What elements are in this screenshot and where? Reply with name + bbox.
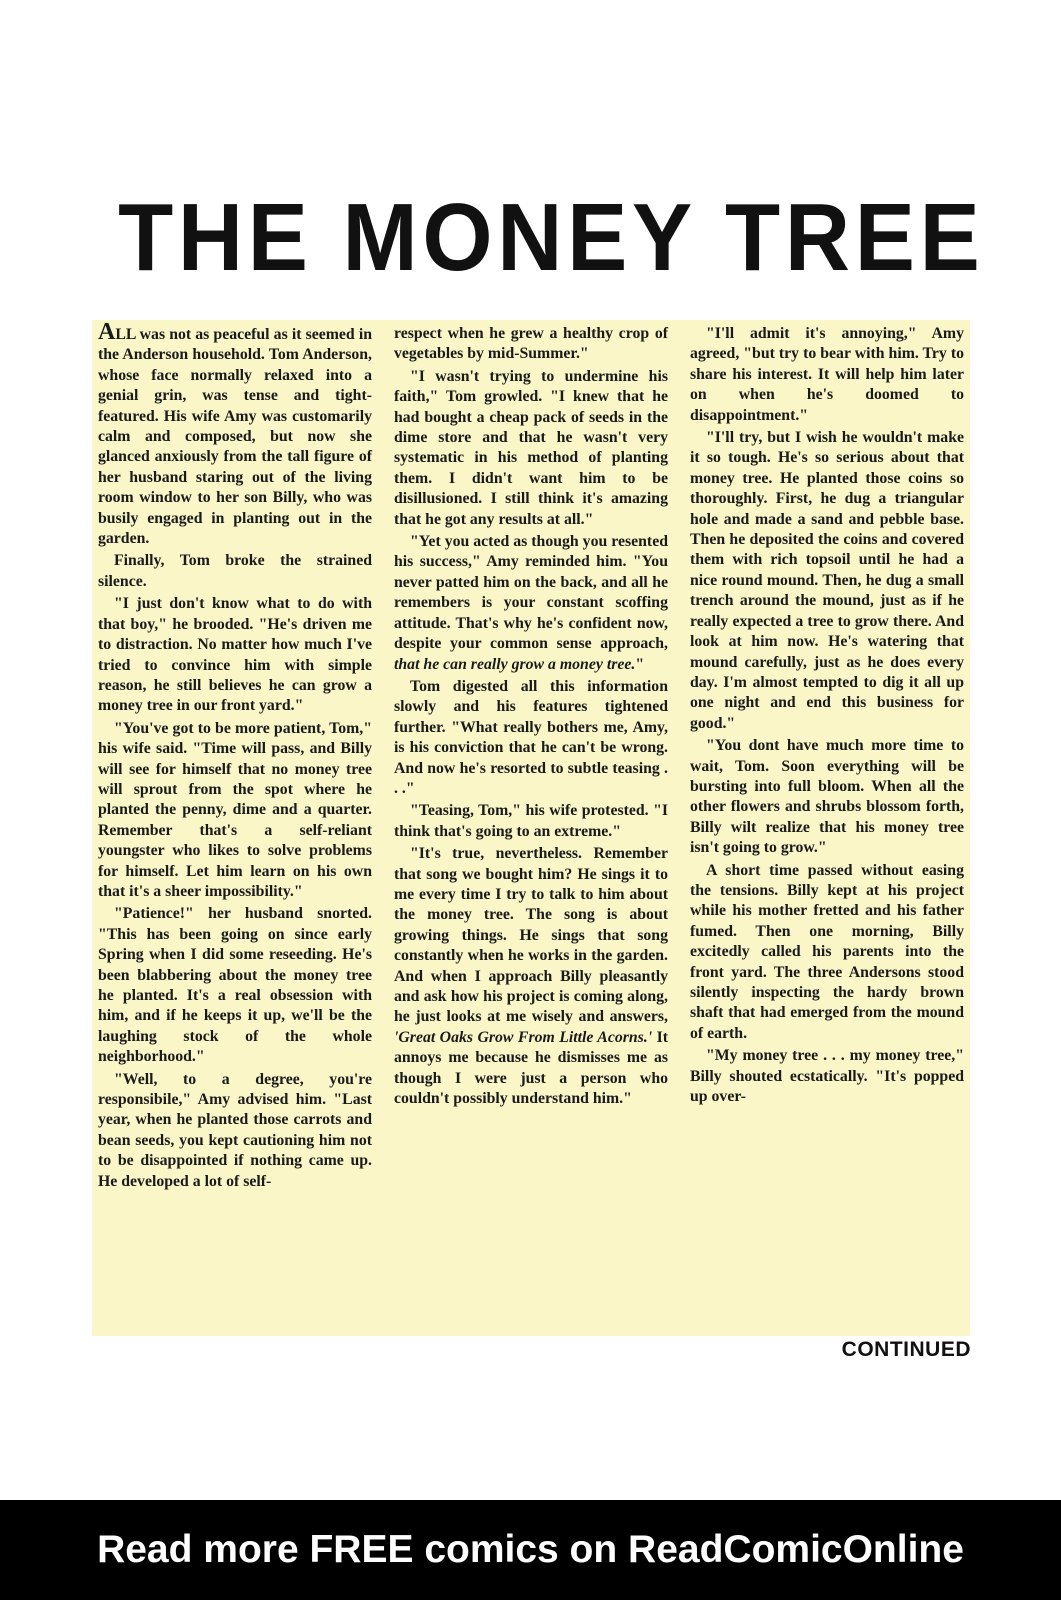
promo-banner-text[interactable]: Read more FREE comics on ReadComicOnline	[97, 1528, 964, 1571]
article-paragraph: "I'll try, but I wish he wouldn't make it so tough. He's so serious about that money tree. He planted those coins so thoroughly. First, he dug a triangular hole and made a sand and pebble base. Then he deposited the coins and covered them with rich topsoil until he had a nice round mound. Then, he dug a small trench around the mound, just as if he really expected a tree to grow there. And look at him now. He's watering that mound carefully, just as he does every day. I'm almost tempted to dig it all up one night and end this business for good."	[690, 429, 964, 732]
paragraph-text: LL was not as peaceful as it seemed in the Anderson household. Tom Anderson, whose face normally relaxed into a genial grin, was tense and tight-featured. His wife Amy was customarily calm and composed, but now she glanced anxiously from the tall figure of her husband staring out of the living room window to her son Billy, who was busily engaged in planting out in the garden.	[98, 326, 372, 548]
article-paragraph: Finally, Tom broke the strained silence.	[98, 552, 372, 590]
article-paragraph: "Teasing, Tom," his wife protested. "I think that's going to an extreme."	[394, 802, 668, 840]
article-column-2	[394, 324, 668, 1336]
promo-banner[interactable]	[0, 1500, 1061, 1600]
article-paragraph: respect when he grew a healthy crop of vegetables by mid-Summer."	[394, 325, 668, 363]
article-paragraph	[98, 319, 372, 549]
article-paragraph: "Patience!" her husband snorted. "This has been going on since early Spring when I did some reseeding. He's been blabbering about the money tree he planted. It's a real obsession with him, and if he keeps it up, we'll be the laughing stock of the whole neighborhood."	[98, 905, 372, 1066]
drop-cap: A	[98, 319, 116, 345]
article-paragraph: "I wasn't trying to undermine his faith," Tom growled. "I knew that he had bought a cheap pack of seeds in the dime store and that he wasn't very systematic in his method of planting them. I didn't want him to be disillusioned. I still think it's amazing that he got any results at all."	[394, 367, 668, 528]
paragraph-text: "It's true, nevertheless. Remember that song we bought him? He sings it to me every time I try to talk to him about the money tree. The song is about growing things. He sings that song constantly when he works in the garden. And when I approach Billy pleasantly and ask how his project is coming along, he just looks at me wisely and answers,	[394, 845, 668, 1026]
article-paragraph	[394, 532, 668, 675]
article-paragraph: "My money tree . . . my money tree," Billy shouted ecstatically. "It's popped up over-	[690, 1047, 964, 1106]
continued-label: CONTINUED	[841, 1338, 971, 1361]
italic-phrase: that he can really grow a money tree.	[394, 655, 636, 673]
article-paragraph: Tom digested all this information slowly and his features tightened further. "What really bothers me, Amy, is his conviction that he can't be wrong. And now he's resorted to subtle teasing . . ."	[394, 677, 668, 797]
article-paragraph	[394, 844, 668, 1109]
article-body	[92, 320, 970, 1336]
italic-phrase: 'Great Oaks Grow From Little Acorns.'	[394, 1028, 653, 1046]
article-paragraph: "I just don't know what to do with that boy," he brooded. "He's driven me to distraction. No matter how much I've tried to convince him with simple reason, he still believes he can grow a money tree in our front yard."	[98, 595, 372, 715]
article-column-3	[690, 324, 964, 1336]
article-paragraph: A short time passed without easing the tensions. Billy kept at his project while his mother fretted and his father fumed. Then one morning, Billy excitedly called his parents into the front yard. The three Andersons stood silently inspecting the hardy brown shaft that had emerged from the mound of earth.	[690, 861, 964, 1042]
article-paragraph: "You dont have much more time to wait, Tom. Soon everything will be bursting into full bloom. When all the other flowers and shrubs blossom forth, Billy wilt realize that his money tree isn't going to grow."	[690, 737, 964, 857]
paragraph-text: It annoys me because he dismisses me as though I were just a person who couldn't possibly understand him."	[394, 1028, 669, 1108]
article-paragraph: "You've got to be more patient, Tom," his wife said. "Time will pass, and Billy will see for himself that no money tree will sprout from the spot where he planted the penny, dime and a quarter. Remember that's a self-reliant youngster who likes to solve problems for himself. Let him learn on his own that it's a sheer impossibility."	[98, 719, 372, 900]
paragraph-text: "Yet you acted as though you resented his success," Amy reminded him. "You never patted him on the back, and all he remembers is your constant scoffing attitude. That's why he's confident now, despite your common sense approach,	[394, 533, 668, 653]
article-column-1	[98, 319, 372, 1336]
article-paragraph: "Well, to a degree, you're responsibile," Amy advised him. "Last year, when he planted those carrots and bean seeds, you kept cautioning him not to be disappointed if nothing came up. He developed a lot of self-	[98, 1070, 372, 1190]
page-title: THE MONEY TREE	[118, 184, 985, 291]
paragraph-text: "	[635, 655, 645, 673]
article-paragraph: "I'll admit it's annoying," Amy agreed, "but try to bear with him. Try to share his interest. It will help him later on when he's doomed to disappointment."	[690, 325, 964, 424]
